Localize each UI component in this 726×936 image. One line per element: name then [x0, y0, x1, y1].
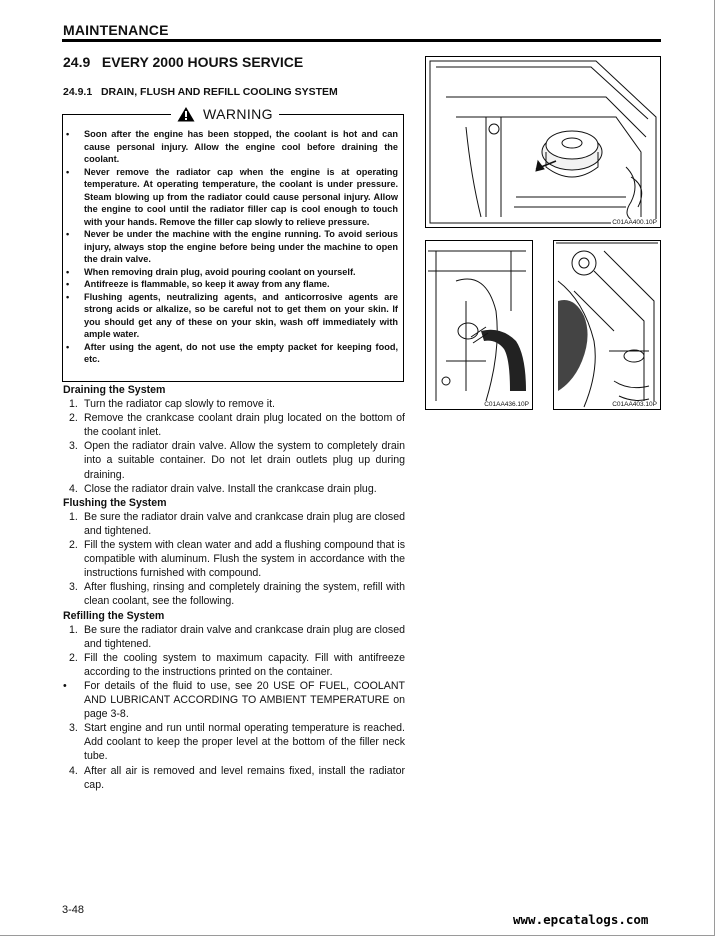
warning-item: • Flushing agents, neutralizing agents, and anticorrosive agents are strong acids or alkalize, so be careful not to get them on your skin. If you should get any of these on your skin, wash off immediately with ample water.: [66, 291, 398, 339]
flushing-step: 3. After flushing, rinsing and completely draining the system, refill with clean coolant, see the following.: [69, 581, 405, 608]
warning-item: • When removing drain plug, avoid pouring coolant on yourself.: [66, 266, 356, 277]
warning-list: [66, 128, 398, 366]
refilling-note: • For details of the fluid to use, see 20 USE OF FUEL, COOLANT AND LUBRICANT ACCORDING TO AMBIENT TEMPERATURE on page 3-8.: [63, 679, 405, 721]
subsection-title: [63, 86, 338, 98]
drain-plug-figure: [425, 240, 533, 410]
figure-code: C01AA403.10P: [612, 401, 657, 408]
refilling-step: 4. After all air is removed and level remains fixed, install the radiator cap.: [69, 764, 405, 791]
page-number: 3-48: [62, 904, 85, 916]
flushing-heading: Flushing the System: [63, 496, 167, 509]
section-title-text: EVERY 2000 HOURS SERVICE: [101, 54, 304, 70]
warning-header: [171, 104, 279, 124]
section-title: [63, 54, 303, 70]
warning-item: • After using the agent, do not use the empty packet for keeping food, etc.: [66, 341, 398, 364]
warning-item: • Never remove the radiator cap when the engine is at operating temperature. At operating temperature, the coolant is under pressure. Steam blowing up from the radiator could cause personal injury. Allow the engine to cool until the radiator filler cap is cool enough to touch with your hands. Remove the filler cap slowly to relieve pressure.: [66, 166, 398, 227]
draining-step: 2. Remove the crankcase coolant drain plug located on the bottom of the coolant inlet.: [69, 412, 405, 439]
draining-step: 4. Close the radiator drain valve. Install the crankcase drain plug.: [69, 482, 377, 495]
draining-heading: Draining the System: [63, 384, 166, 396]
refilling-heading: Refilling the System: [63, 609, 165, 622]
figure-code: C01AA400.10P: [612, 219, 657, 226]
subsection-title-text: DRAIN, FLUSH AND REFILL COOLING SYSTEM: [100, 86, 338, 98]
refilling-step: 1. Be sure the radiator drain valve and crankcase drain plug are closed and tightened.: [69, 623, 405, 650]
procedure-text: [63, 383, 405, 792]
refilling-step: 2. Fill the cooling system to maximum capacity. Fill with antifreeze according to the instructions printed on the container.: [69, 651, 405, 678]
warning-triangle-icon: [177, 106, 195, 122]
radiator-drain-valve-figure: [553, 240, 661, 410]
footer-url: www.epcatalogs.com: [513, 912, 649, 927]
flushing-step: 2. Fill the system with clean water and add a flushing compound that is compatible with aluminum. Flush the system in accordance with the instructions furnished with compound.: [69, 539, 405, 580]
warning-item: • Antifreeze is flammable, so keep it away from any flame.: [66, 279, 330, 289]
radiator-cap-figure: [425, 56, 661, 228]
warning-label: WARNING: [203, 106, 273, 122]
header-rule: [62, 39, 661, 42]
flushing-step: 1. Be sure the radiator drain valve and crankcase drain plug are closed and tightened.: [69, 510, 405, 537]
running-header: MAINTENANCE: [63, 22, 169, 38]
subsection-number: 24.9.1: [63, 86, 93, 98]
refilling-step: 3. Start engine and run until normal operating temperature is reached. Add coolant to keep the proper level at the bottom of the filler neck tube.: [69, 722, 405, 763]
section-number: 24.9: [63, 54, 91, 70]
figure-code: C01AA436.10P: [484, 401, 529, 408]
warning-item: • Soon after the engine has been stopped, the coolant is hot and can cause personal injury. Allow the engine cool before draining the coolant.: [66, 129, 398, 164]
draining-step: 3. Open the radiator drain valve. Allow the system to completely drain into a suitable container. Do not let drain outlets plug up during draining.: [69, 440, 405, 481]
draining-step: 1. Turn the radiator cap slowly to remove it.: [69, 398, 275, 411]
warning-item: • Never be under the machine with the engine running. To avoid serious injury, always stop the engine before being under the machine to open the drain valve.: [66, 229, 398, 264]
